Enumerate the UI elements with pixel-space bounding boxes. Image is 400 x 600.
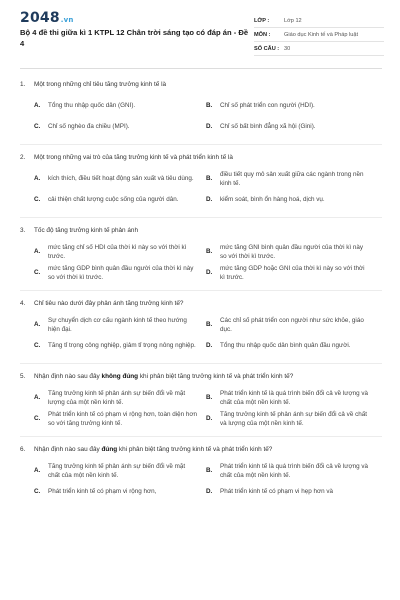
question-text xyxy=(34,226,138,235)
question-number: 5. xyxy=(20,373,26,380)
option-text: Tăng tỉ trọng công nghiệp, giảm tỉ trọng nông nghiệp. xyxy=(48,342,196,350)
answer-option[interactable] xyxy=(206,263,378,284)
option-letter: D. xyxy=(206,415,213,423)
question-text xyxy=(34,80,166,89)
question-text-part: Nhận định nào sau đây xyxy=(34,446,102,453)
question-5 xyxy=(20,372,382,430)
option-letter: A. xyxy=(34,175,41,183)
meta-label: SỐ CÂU : xyxy=(254,45,280,52)
question-stem xyxy=(20,80,382,89)
option-letter: D. xyxy=(206,488,213,496)
question-divider xyxy=(20,290,382,291)
option-text: Sự chuyển dịch cơ cấu ngành kinh tế theo hướng hiện đại. xyxy=(48,316,187,333)
question-divider xyxy=(20,436,382,437)
option-letter: C. xyxy=(34,123,41,131)
question-6 xyxy=(20,445,382,503)
option-text: Chỉ số nghèo đa chiều (MPI). xyxy=(48,123,130,131)
option-text: mức tăng GDP bình quân đầu người của thời kì này so với thời kì trước. xyxy=(48,264,194,281)
meta-row-subject xyxy=(254,28,384,42)
meta-row-class xyxy=(254,14,384,28)
option-text: Chỉ số bất bình đẳng xã hội (Gini). xyxy=(220,123,316,131)
answer-option[interactable] xyxy=(206,242,378,263)
question-number: 2. xyxy=(20,154,26,161)
option-text: Phát triển kinh tế có phạm vi rộng hơn, xyxy=(48,488,157,496)
question-1 xyxy=(20,80,382,138)
option-text: Tăng trưởng kinh tế phản ánh sự biến đổi về mặt lượng của một nền kinh tế. xyxy=(48,389,186,406)
logo-text: 2048 xyxy=(20,10,60,26)
option-letter: A. xyxy=(34,394,41,402)
option-text: mức tăng GDP hoặc GNI của thời kì này so với thời kì trước. xyxy=(220,264,365,281)
option-letter: C. xyxy=(34,415,41,423)
answer-option[interactable] xyxy=(206,96,378,117)
option-text: Tổng thu nhập quốc dân (GNI). xyxy=(48,102,136,110)
answer-option[interactable] xyxy=(34,336,206,357)
header-divider xyxy=(20,68,382,69)
option-letter: A. xyxy=(34,248,41,256)
meta-label: LỚP : xyxy=(254,17,270,24)
answer-options xyxy=(20,96,382,138)
option-text: kích thích, điều tiết hoạt động sản xuất và tiêu dùng. xyxy=(48,175,194,183)
answer-option[interactable] xyxy=(34,388,206,409)
question-emphasis: không đúng xyxy=(101,373,139,380)
meta-table xyxy=(254,14,384,56)
answer-option[interactable] xyxy=(34,190,206,211)
question-number: 1. xyxy=(20,81,26,88)
option-text: kiểm soát, bình ổn hàng hoá, dịch vụ. xyxy=(220,196,325,204)
question-text xyxy=(34,299,183,308)
option-letter: C. xyxy=(34,196,41,204)
question-text-part: Chỉ tiêu nào dưới đây phản ánh tăng trưởng kinh tế? xyxy=(34,300,184,307)
answer-option[interactable] xyxy=(34,117,206,138)
option-letter: A. xyxy=(34,321,41,329)
question-4 xyxy=(20,299,382,357)
question-number: 3. xyxy=(20,227,26,234)
meta-label: MÔN : xyxy=(254,31,271,38)
option-letter: B. xyxy=(206,467,213,475)
answer-option[interactable] xyxy=(34,461,206,482)
question-3 xyxy=(20,226,382,284)
question-text-part: khi phân biệt tăng trưởng kinh tế và phát triển kinh tế? xyxy=(117,446,273,453)
option-text: Các chỉ số phát triển con người như sức khỏe, giáo dục. xyxy=(220,316,364,333)
answer-option[interactable] xyxy=(206,461,378,482)
option-letter: D. xyxy=(206,342,213,350)
answer-option[interactable] xyxy=(34,409,206,430)
answer-option[interactable] xyxy=(206,169,378,190)
answer-options xyxy=(20,242,382,284)
answer-option[interactable] xyxy=(206,482,378,503)
option-text: Phát triển kinh tế có phạm vi hẹp hơn và xyxy=(220,488,333,496)
answer-option[interactable] xyxy=(206,388,378,409)
option-text: Phát triển kinh tế có phạm vi rộng hơn, toàn diện hơn so với tăng trưởng kinh tế. xyxy=(48,410,197,427)
meta-value: Lớp 12 xyxy=(284,17,302,24)
answer-option[interactable] xyxy=(34,315,206,336)
question-list xyxy=(0,68,400,503)
question-text-part: Một trong những vai trò của tăng trưởng kinh tế và phát triển kinh tế là xyxy=(34,154,233,161)
option-letter: C. xyxy=(34,269,41,277)
question-number: 6. xyxy=(20,446,26,453)
answer-option[interactable] xyxy=(34,482,206,503)
option-text: điều tiết quy mô sản xuất giữa các ngành trong nền kinh tế. xyxy=(220,170,364,187)
question-stem xyxy=(20,445,382,454)
meta-value: 30 xyxy=(284,45,291,52)
document-title: Bộ 4 đề thi giữa kì 1 KTPL 12 Chân trời sáng tạo có đáp án - Đề 4 xyxy=(20,28,249,48)
question-stem xyxy=(20,299,382,308)
question-text xyxy=(34,445,272,454)
answer-option[interactable] xyxy=(34,242,206,263)
question-text-part: Tốc độ tăng trưởng kinh tế phản ánh xyxy=(34,227,139,234)
answer-options xyxy=(20,315,382,357)
meta-row-count xyxy=(254,42,384,56)
answer-options xyxy=(20,388,382,430)
answer-option[interactable] xyxy=(34,96,206,117)
question-divider xyxy=(20,144,382,145)
option-text: Tăng trưởng kinh tế phản ánh sự biến đổi về mặt chất của một nền kinh tế. xyxy=(48,462,186,479)
option-text: Chỉ số phát triển con người (HDI). xyxy=(220,102,315,110)
option-text: Tăng trưởng kinh tế phản ánh sự biến đổi cả về chất và lượng của một nền kinh tế. xyxy=(220,410,367,427)
option-text: cải thiện chất lượng cuộc sống của người dân. xyxy=(48,196,179,204)
option-letter: B. xyxy=(206,175,213,183)
question-emphasis: đúng xyxy=(101,446,118,453)
question-text-part: Nhận định nào sau đây xyxy=(34,373,102,380)
question-text xyxy=(34,372,293,381)
answer-option[interactable] xyxy=(206,315,378,336)
option-text: Phát triển kinh tế là quá trình biến đổi cả về lượng và chất của một nền kinh tế. xyxy=(220,462,369,479)
question-2 xyxy=(20,153,382,211)
meta-value: Giáo dục Kinh tế và Pháp luật xyxy=(284,31,359,38)
option-letter: B. xyxy=(206,248,213,256)
option-text: mức tăng GNI bình quân đầu người của thời kì này so với thời kì trước. xyxy=(220,243,364,260)
option-letter: D. xyxy=(206,196,213,204)
option-text: Tổng thu nhập quốc dân bình quân đầu người. xyxy=(220,342,351,350)
question-stem xyxy=(20,226,382,235)
question-text xyxy=(34,153,233,162)
option-letter: C. xyxy=(34,488,41,496)
option-letter: A. xyxy=(34,102,41,110)
option-letter: D. xyxy=(206,269,213,277)
option-letter: B. xyxy=(206,321,213,329)
question-text-part: Một trong những chỉ tiêu tăng trưởng kinh tế là xyxy=(34,81,167,88)
option-letter: B. xyxy=(206,102,213,110)
document-header xyxy=(0,0,400,68)
option-text: Phát triển kinh tế là quá trình biến đổi cả về lượng và chất của một nền kinh tế. xyxy=(220,389,369,406)
answer-option[interactable] xyxy=(34,169,206,190)
question-text-part: khi phân biệt tăng trưởng kinh tế và phát triển kinh tế? xyxy=(138,373,294,380)
answer-option[interactable] xyxy=(34,263,206,284)
question-divider xyxy=(20,217,382,218)
answer-options xyxy=(20,169,382,211)
question-stem xyxy=(20,153,382,162)
option-letter: A. xyxy=(34,467,41,475)
answer-option[interactable] xyxy=(206,336,378,357)
logo-ext: .vn xyxy=(60,16,74,24)
option-letter: D. xyxy=(206,123,213,131)
question-stem xyxy=(20,372,382,381)
question-number: 4. xyxy=(20,300,26,307)
option-letter: B. xyxy=(206,394,213,402)
option-letter: C. xyxy=(34,342,41,350)
option-text: mức tăng chỉ số HDI của thời kì này so với thời kì trước. xyxy=(48,243,187,260)
question-divider xyxy=(20,363,382,364)
answer-option[interactable] xyxy=(206,409,378,430)
answer-option[interactable] xyxy=(206,117,378,138)
answer-options xyxy=(20,461,382,503)
answer-option[interactable] xyxy=(206,190,378,211)
